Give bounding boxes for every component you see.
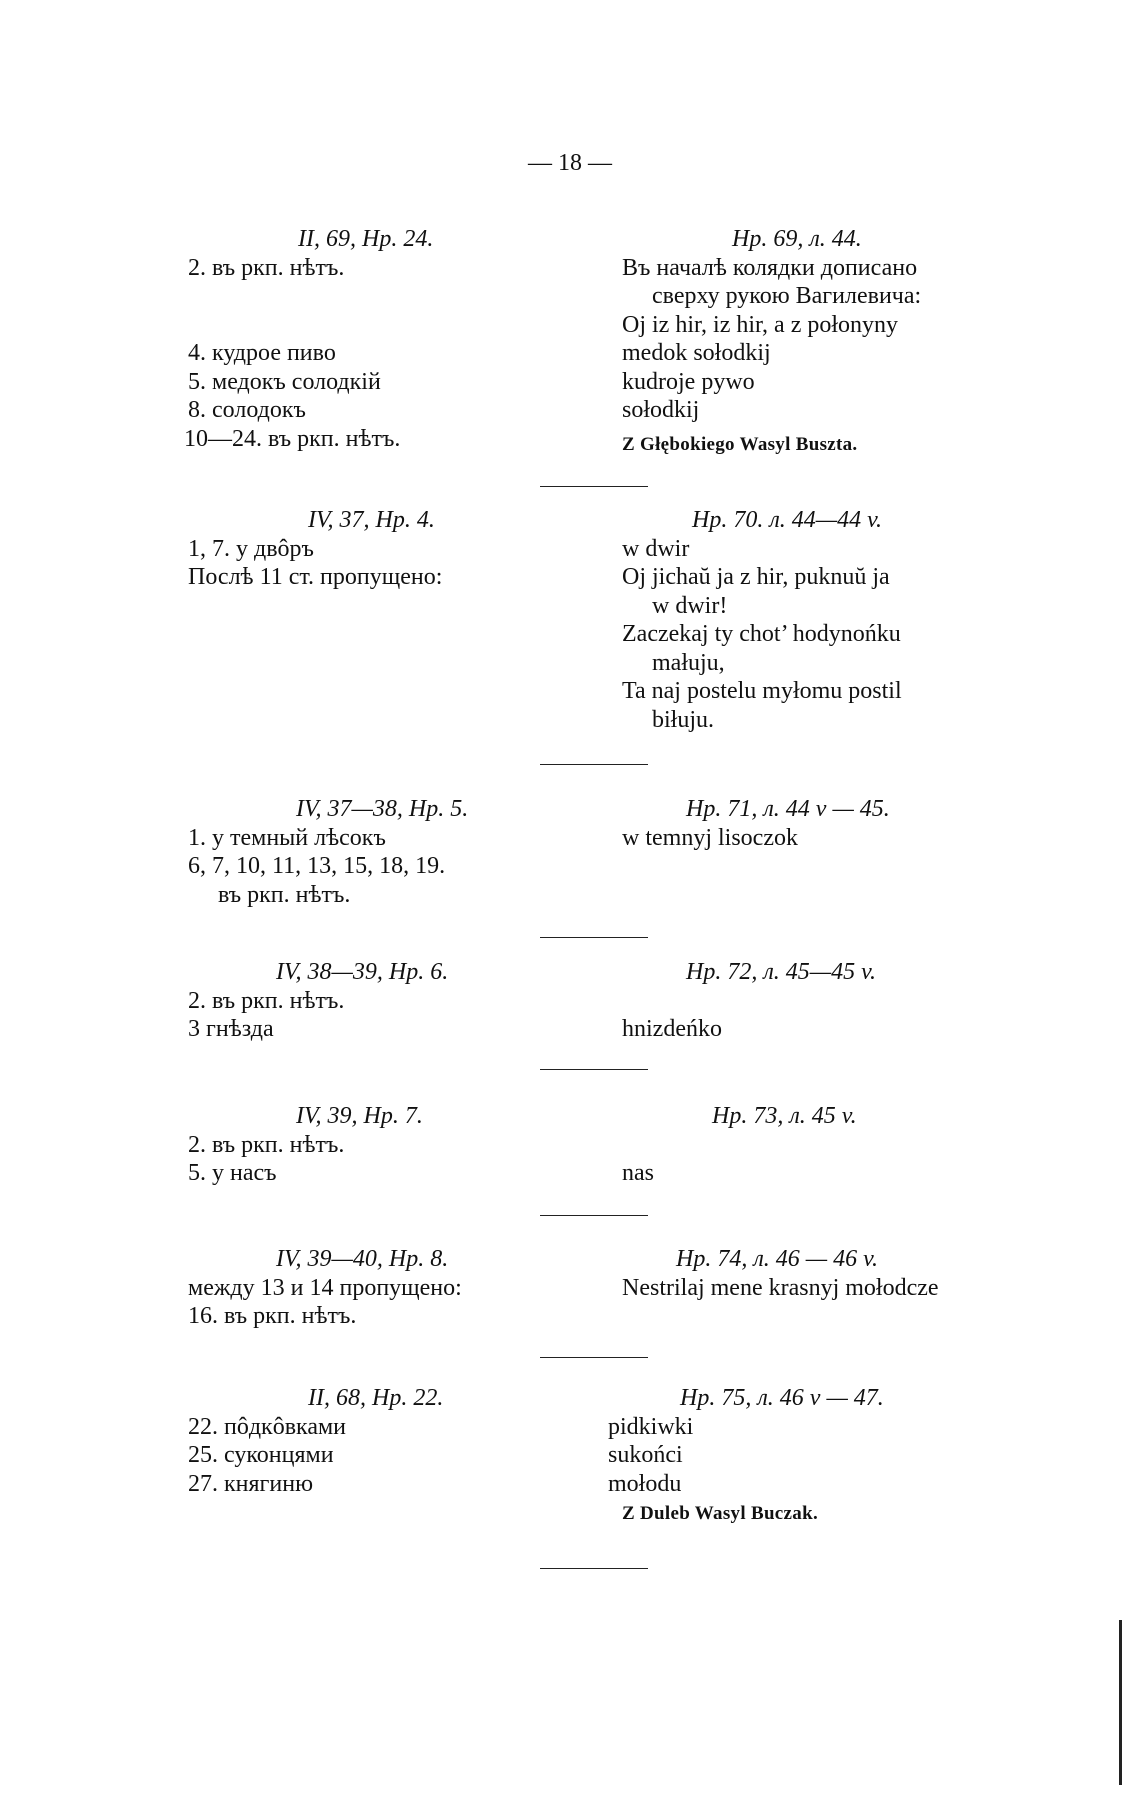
variant-line: 10—24. въ ркп. нѣтъ. xyxy=(184,425,401,452)
manuscript-column xyxy=(622,795,1027,852)
manuscript-heading: Hp. 72, л. 45—45 v. xyxy=(686,959,877,985)
source-heading: IV, 37, Hp. 4. xyxy=(308,507,435,533)
manuscript-line: medok sołodkij xyxy=(622,340,771,366)
variant-line: 27. княгиню xyxy=(188,1470,314,1497)
section-divider xyxy=(540,937,648,938)
section-divider xyxy=(540,1357,648,1358)
source-heading: IV, 38—39, Hp. 6. xyxy=(276,959,449,985)
source-heading: II, 68, Hp. 22. xyxy=(308,1385,444,1411)
variant-line: 8. солодокъ xyxy=(188,397,306,423)
variant-column xyxy=(188,795,588,909)
variant-line: между 13 и 14 пропущено: xyxy=(188,1274,462,1301)
manuscript-line: pidkiwki xyxy=(608,1413,694,1440)
variant-line: 3 гнѣзда xyxy=(188,1016,274,1042)
manuscript-column xyxy=(622,225,1027,459)
manuscript-heading: Hp. 75, л. 46 v — 47. xyxy=(680,1385,884,1411)
section-divider xyxy=(540,486,648,487)
manuscript-line: hnizdeńko xyxy=(622,1016,722,1042)
variant-line: 2. въ ркп. нѣтъ. xyxy=(188,1131,345,1158)
manuscript-line-blank xyxy=(622,1131,1027,1160)
signature: Z Duleb Wasyl Buczak. xyxy=(622,1503,818,1524)
manuscript-heading: Hp. 69, л. 44. xyxy=(732,226,862,252)
variant-line: 5. медокъ солодкій xyxy=(188,368,381,395)
source-heading: IV, 39—40, Hp. 8. xyxy=(276,1246,449,1272)
section-divider xyxy=(540,1568,648,1569)
manuscript-column xyxy=(622,958,1027,1044)
variant-line: 1. у темный лѣсокъ xyxy=(188,824,386,851)
signature: Z Głębokiego Wasyl Buszta. xyxy=(622,433,858,455)
manuscript-line: Zaczekaj ty chot’ hodynońku xyxy=(622,621,901,647)
manuscript-line: Ta naj postelu myłomu postil xyxy=(622,678,902,704)
variant-line: 5. у насъ xyxy=(188,1160,277,1186)
manuscript-line: Oj jichaŭ ja z hir, puknuŭ ja xyxy=(622,564,890,590)
variant-line: 16. въ ркп. нѣтъ. xyxy=(188,1303,357,1329)
variant-line: 2. въ ркп. нѣтъ. xyxy=(188,254,345,281)
manuscript-heading: Hp. 70. л. 44—44 v. xyxy=(692,507,883,533)
page-edge-mark xyxy=(1119,1620,1122,1785)
manuscript-heading: Hp. 74, л. 46 — 46 v. xyxy=(676,1246,879,1272)
manuscript-heading: Hp. 71, л. 44 v — 45. xyxy=(686,796,890,822)
variant-column xyxy=(188,1245,588,1331)
manuscript-column xyxy=(622,1102,1027,1188)
variant-column xyxy=(184,225,588,453)
manuscript-line: biłuju. xyxy=(652,706,715,733)
variant-column xyxy=(188,506,588,592)
variant-column xyxy=(188,1102,588,1188)
manuscript-column xyxy=(622,506,1027,734)
variant-column xyxy=(188,1384,588,1498)
variant-column xyxy=(188,958,588,1044)
variant-line: 22. пôдкôвками xyxy=(188,1413,347,1440)
variant-line: 6, 7, 10, 11, 13, 15, 18, 19. xyxy=(188,853,446,879)
source-heading: IV, 39, Hp. 7. xyxy=(296,1103,423,1129)
manuscript-heading: Hp. 73, л. 45 v. xyxy=(712,1103,857,1129)
manuscript-line: sołodkij xyxy=(622,397,700,423)
variant-line: Послѣ 11 ст. пропущено: xyxy=(188,564,443,590)
variant-line: 4. кудрое пиво xyxy=(188,340,336,366)
section-divider xyxy=(540,1069,648,1070)
manuscript-line: сверху рукою Вагилевича: xyxy=(652,283,922,309)
manuscript-line: Nestrilaj mene krasnyj mołodcze xyxy=(622,1274,939,1301)
manuscript-line: w dwir xyxy=(622,535,690,562)
manuscript-line-blank xyxy=(622,987,1027,1016)
manuscript-column xyxy=(622,1245,1027,1302)
manuscript-line: Въ началѣ колядки дописано xyxy=(622,254,918,281)
variant-line: 25. суконцями xyxy=(188,1442,334,1468)
section-divider xyxy=(540,1215,648,1216)
manuscript-line: kudroje pywo xyxy=(622,368,755,395)
variant-line-blank xyxy=(188,282,588,339)
source-heading: II, 69, Hp. 24. xyxy=(298,226,434,252)
variant-line: въ ркп. нѣтъ. xyxy=(218,881,351,908)
source-heading: IV, 37—38, Hp. 5. xyxy=(296,796,469,822)
manuscript-line: sukońci xyxy=(608,1442,683,1468)
manuscript-line: małuju, xyxy=(652,649,725,676)
manuscript-line: w temnyj lisoczok xyxy=(622,824,798,851)
manuscript-line: Oj iz hir, iz hir, a z połonyny xyxy=(622,311,899,338)
section-divider xyxy=(540,764,648,765)
manuscript-column xyxy=(608,1384,1013,1529)
variant-line: 1, 7. у двôръ xyxy=(188,535,314,562)
page-number: — 18 — xyxy=(528,150,612,176)
variant-line: 2. въ ркп. нѣтъ. xyxy=(188,987,345,1014)
manuscript-line: w dwir! xyxy=(652,592,728,619)
manuscript-line: nas xyxy=(622,1160,654,1186)
manuscript-line: mołodu xyxy=(608,1470,682,1497)
